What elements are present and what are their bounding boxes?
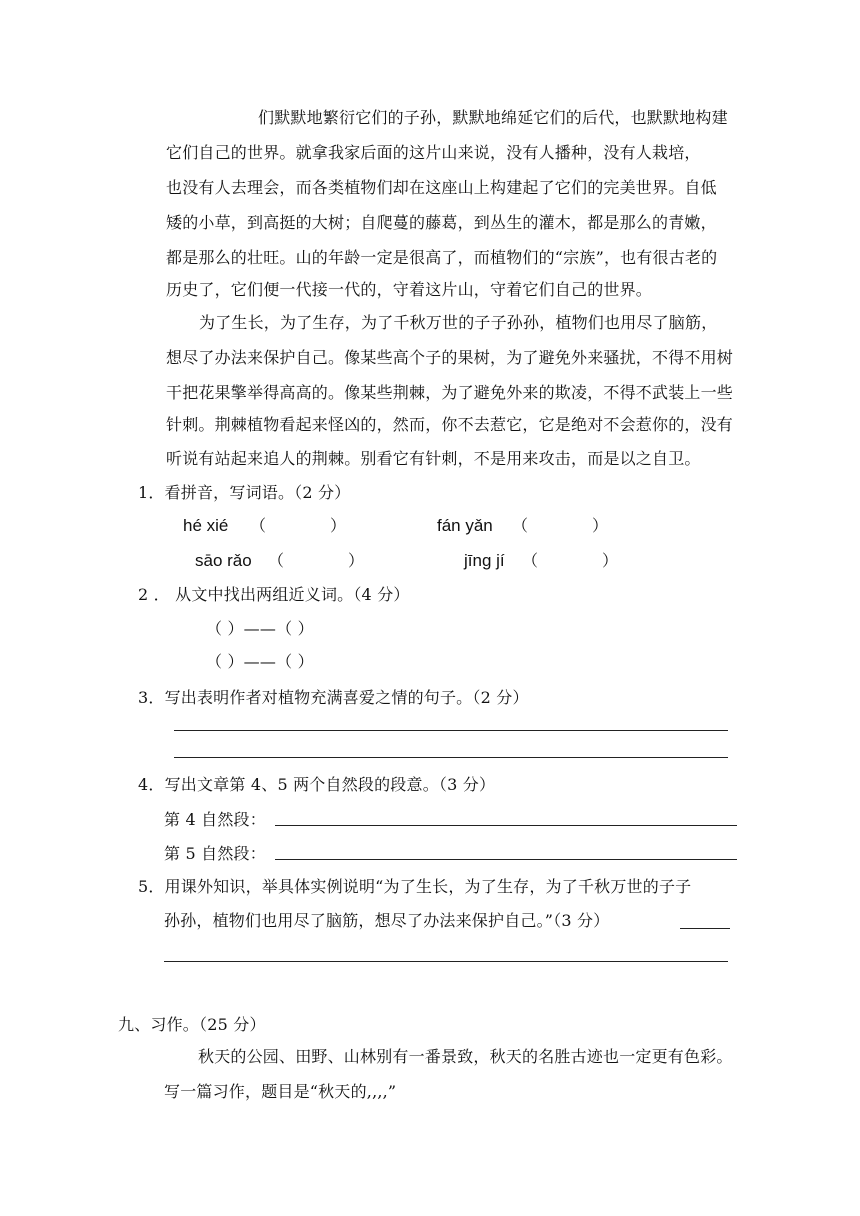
passage-line: 也没有人去理会，而各类植物们却在这座山上构建起了它们的完美世界。自低 — [166, 178, 717, 197]
answer-line[interactable] — [174, 730, 728, 731]
section-9-prompt: 写一篇习作，题目是“秋天的,,,,” — [164, 1082, 397, 1101]
paragraph-5-label: 第 5 自然段： — [164, 844, 266, 863]
pinyin-fan-yan: fán yǎn — [437, 516, 493, 535]
passage-line: 听说有站起来追人的荆棘。别看它有针刺，不是用来攻击，而是以之自卫。 — [166, 449, 701, 468]
passage-line: 干把花果擎举得高高的。像某些荆棘，为了避免外来的欺凌，不得不武装上一些 — [166, 383, 734, 402]
question-5-text: 5．用课外知识，举具体实例说明“为了生长，为了生存，为了千秋万世的子子 — [138, 877, 692, 896]
passage-line: 针刺。荆棘植物看起来怪凶的，然而，你不去惹它，它是绝对不会惹你的，没有 — [166, 415, 734, 434]
answer-line[interactable] — [164, 961, 728, 962]
passage-line: 们默默地繁衍它们的子孙，默默地绵延它们的后代，也默默地构建 — [258, 108, 728, 127]
answer-blank[interactable]: （ ） — [522, 551, 619, 570]
question-4-title: 4．写出文章第 4、5 两个自然段的段意。（3 分） — [138, 775, 496, 794]
passage-line: 它们自己的世界。就拿我家后面的这片山来说，没有人播种，没有人栽培， — [166, 143, 701, 162]
synonym-pair-row[interactable]: （ ）——（ ） — [206, 619, 314, 638]
pinyin-jing-ji: jīng jí — [464, 551, 505, 570]
pinyin-sao-rao: sāo rǎo — [195, 551, 252, 570]
answer-line[interactable] — [174, 757, 728, 758]
passage-line: 都是那么的壮旺。山的年龄一定是很高了，而植物们的“宗族”，也有很古老的 — [166, 248, 718, 267]
passage-line: 历史了，它们便一代接一代的，守着这片山，守着它们自己的世界。 — [166, 280, 653, 299]
answer-line[interactable] — [275, 859, 737, 860]
answer-line[interactable] — [680, 928, 730, 929]
question-5-text: 孙孙，植物们也用尽了脑筋，想尽了办法来保护自己。”（3 分） — [164, 911, 610, 930]
answer-blank[interactable]: （ ） — [512, 516, 609, 535]
synonym-pair-row[interactable]: （ ）——（ ） — [206, 652, 314, 671]
passage-line: 矮的小草，到高挺的大树；自爬蔓的藤葛，到丛生的灌木，都是那么的青嫩， — [166, 213, 717, 232]
paragraph-4-label: 第 4 自然段： — [164, 810, 266, 829]
section-9-title: 九、习作。（25 分） — [118, 1015, 266, 1034]
pinyin-he-xie: hé xié — [183, 516, 229, 535]
section-9-prompt: 秋天的公园、田野、山林别有一番景致，秋天的名胜古迹也一定更有色彩。 — [198, 1047, 733, 1066]
answer-line[interactable] — [275, 825, 737, 826]
question-2-title: 2 ． 从文中找出两组近义词。（4 分） — [138, 585, 410, 604]
passage-line: 为了生长，为了生存，为了千秋万世的子子孙孙，植物们也用尽了脑筋， — [199, 313, 718, 332]
answer-blank[interactable]: （ ） — [268, 551, 365, 570]
question-1-title: 1．看拼音，写词语。（2 分） — [138, 483, 351, 502]
passage-line: 想尽了办法来保护自己。像某些高个子的果树，为了避免外来骚扰，不得不用树 — [166, 348, 734, 367]
question-3-title: 3．写出表明作者对植物充满喜爱之情的句子。（2 分） — [138, 688, 529, 707]
answer-blank[interactable]: （ ） — [250, 516, 347, 535]
